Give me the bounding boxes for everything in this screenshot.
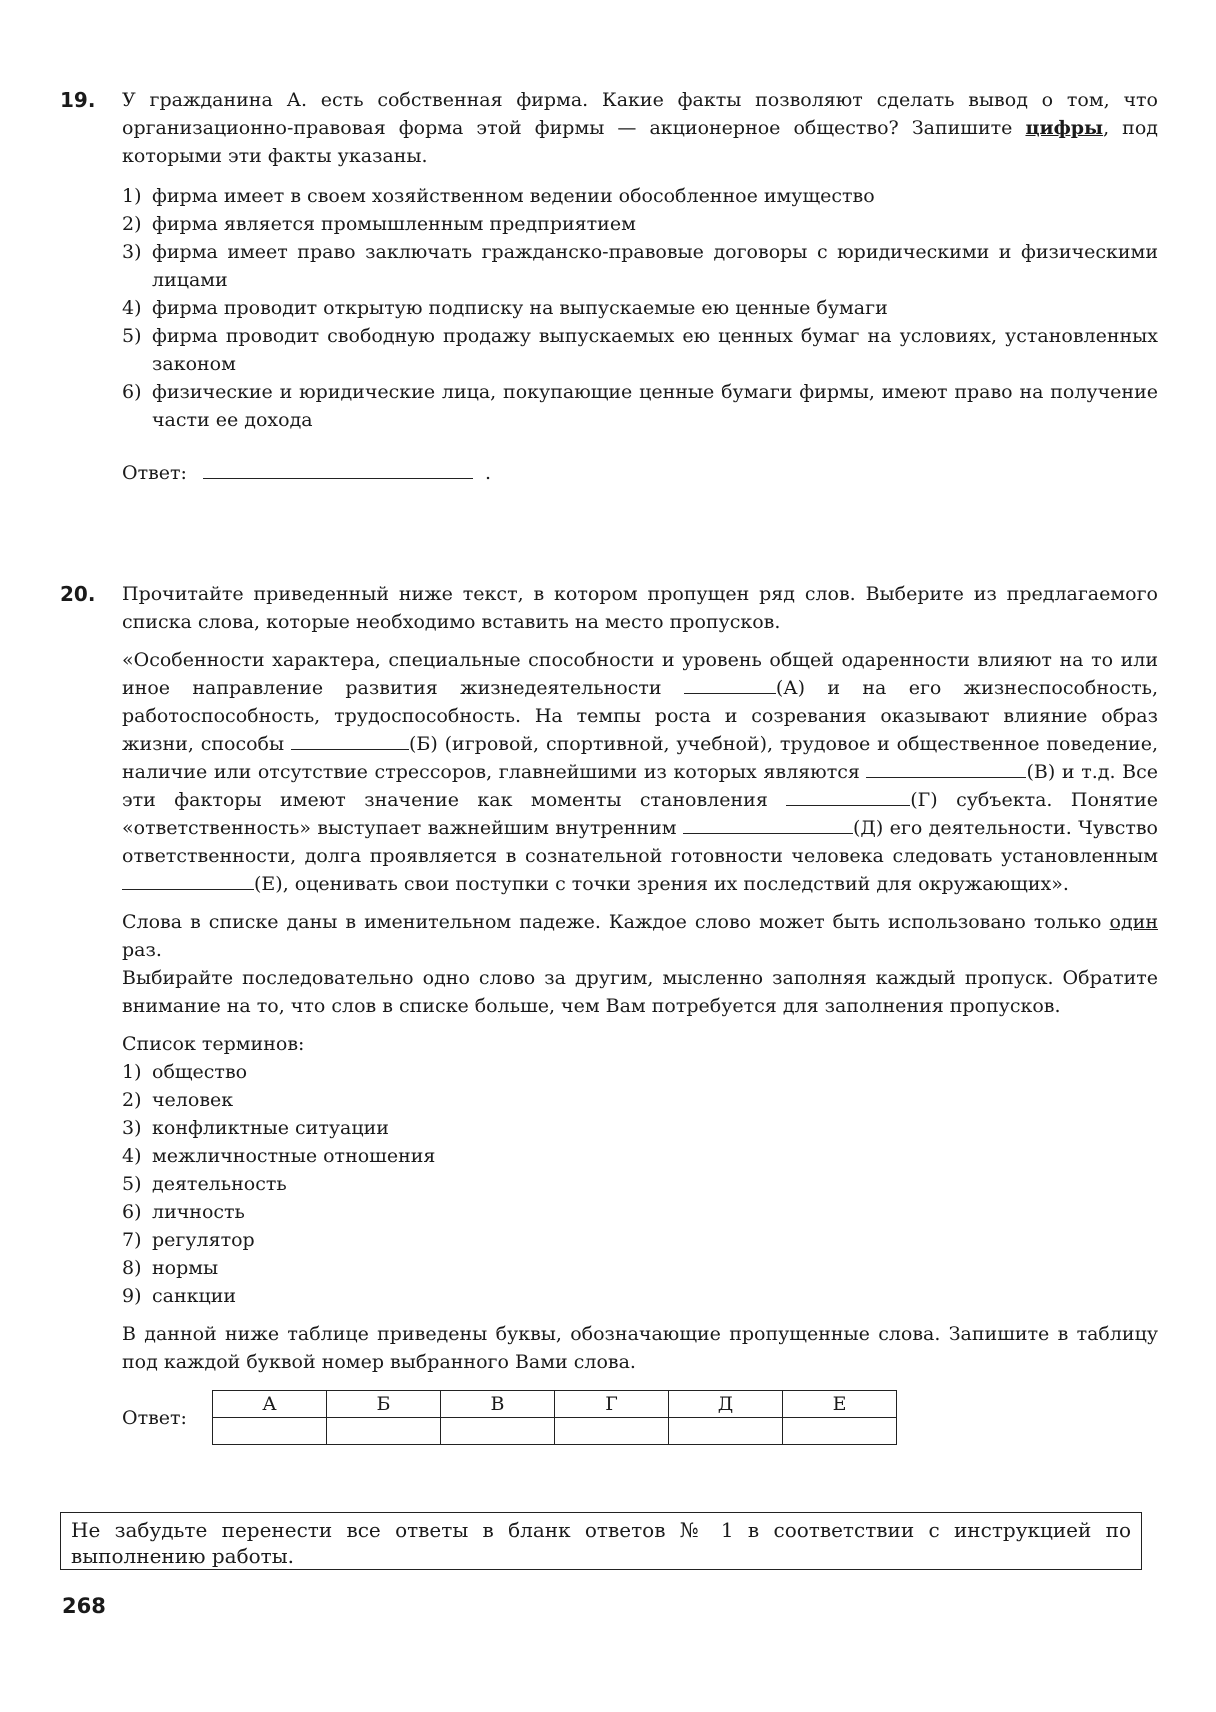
answer-cell[interactable]	[213, 1418, 327, 1445]
list-item	[122, 1170, 1158, 1198]
item-text: фирма имеет право заключать гражданско-правовые договоры с юридическими и физическими лицами	[152, 241, 1158, 291]
item-number: 3)	[122, 1117, 142, 1139]
item-text: межличностные отношения	[152, 1145, 436, 1167]
item-text: санкции	[152, 1285, 237, 1307]
item-text: нормы	[152, 1257, 219, 1279]
gap-g-blank[interactable]	[786, 787, 910, 806]
letter-header: Д	[669, 1391, 783, 1418]
task-number: 20.	[60, 582, 96, 606]
list-item	[122, 1058, 1158, 1086]
item-number: 5)	[122, 325, 142, 347]
item-number: 9)	[122, 1285, 142, 1307]
list-item	[122, 1198, 1158, 1226]
list-item	[122, 1142, 1158, 1170]
letter-header: Е	[783, 1391, 897, 1418]
item-number: 4)	[122, 1145, 142, 1167]
answer-table	[212, 1390, 897, 1445]
answer-cell[interactable]	[441, 1418, 555, 1445]
list-item	[122, 1086, 1158, 1114]
gap-v-blank[interactable]	[866, 759, 1026, 778]
page-number: 268	[62, 1594, 106, 1618]
letter-header: Г	[555, 1391, 669, 1418]
answer-cell[interactable]	[783, 1418, 897, 1445]
list-item	[122, 1282, 1158, 1310]
answer-row: Ответ: .	[122, 458, 1158, 487]
item-text: физические и юридические лица, покупающие ценные бумаги фирмы, имеют право на получение части ее дохода	[152, 381, 1158, 431]
item-number: 8)	[122, 1257, 142, 1279]
answer-table-row	[122, 1390, 1158, 1445]
task-19	[60, 86, 1158, 487]
item-text: фирма проводит открытую подписку на выпускаемые ею ценные бумаги	[152, 297, 888, 319]
letters-row	[213, 1391, 897, 1418]
terms-list	[122, 1058, 1158, 1310]
task-intro: Прочитайте приведенный ниже текст, в котором пропущен ряд слов. Выберите из предлагаемого списка слова, которые необходимо вставить на место пропусков.	[122, 583, 1158, 633]
item-number: 4)	[122, 297, 142, 319]
item-text: фирма проводит свободную продажу выпускаемых ею ценных бумаг на условиях, установленных законом	[152, 325, 1158, 375]
answer-cell[interactable]	[555, 1418, 669, 1445]
terms-title: Список терминов:	[122, 1033, 305, 1055]
answer-label: Ответ:	[122, 462, 187, 484]
list-item	[122, 378, 1158, 434]
answer-label: Ответ:	[122, 1406, 187, 1429]
item-number: 3)	[122, 241, 142, 263]
item-number: 6)	[122, 381, 142, 403]
answer-cell[interactable]	[327, 1418, 441, 1445]
item-text: фирма является промышленным предприятием	[152, 213, 636, 235]
item-number: 5)	[122, 1173, 142, 1195]
list-item	[122, 182, 1158, 210]
options-list	[122, 182, 1158, 434]
item-text: регулятор	[152, 1229, 255, 1251]
rule-text: Слова в списке даны в именительном падеже. Каждое слово может быть использовано только один раз.	[122, 911, 1158, 961]
gap-d-blank[interactable]	[683, 815, 853, 834]
list-item	[122, 210, 1158, 238]
item-number: 1)	[122, 185, 142, 207]
letter-header: В	[441, 1391, 555, 1418]
answer-blank[interactable]	[203, 458, 473, 479]
list-item	[122, 1226, 1158, 1254]
item-text: человек	[152, 1089, 234, 1111]
table-instruction: В данной ниже таблице приведены буквы, обозначающие пропущенные слова. Запишите в таблицу под каждой буквой номер выбранного Вами слова.	[122, 1323, 1158, 1373]
gap-a-blank[interactable]	[684, 675, 776, 694]
item-number: 7)	[122, 1229, 142, 1251]
gap-b-blank[interactable]	[291, 731, 409, 750]
task-number: 19.	[60, 88, 96, 112]
task-20	[60, 580, 1158, 1445]
letter-header: А	[213, 1391, 327, 1418]
item-text: фирма имеет в своем хозяйственном ведении обособленное имущество	[152, 185, 875, 207]
item-text: конфликтные ситуации	[152, 1117, 389, 1139]
item-number: 2)	[122, 1089, 142, 1111]
letter-header: Б	[327, 1391, 441, 1418]
emphasis-digits: цифры	[1025, 117, 1104, 139]
list-item	[122, 294, 1158, 322]
list-item	[122, 238, 1158, 294]
answer-cells-row	[213, 1418, 897, 1445]
item-text: деятельность	[152, 1173, 287, 1195]
item-number: 2)	[122, 213, 142, 235]
gap-text: «Особенности характера, специальные способности и уровень общей одаренности влияют на то или иное направление развития жизнедеятельности (А) и на его жизнеспособность, работоспособность, трудоспособность. На темпы роста и созревания оказывают влияние образ жизни, способы (Б) (игровой, спортивной, учебной), трудовое и общественное поведение, наличие или отсутствие стрессоров, главнейшими из которых являются (В) и т.д. Все эти факторы имеют значение как моменты становления (Г) субъекта. Понятие «ответственность» выступает важнейшим внутренним (Д) его деятельности. Чувство ответственности, долга проявляется в сознательной готовности человека следовать установленным (Е), оценивать свои поступки с точки зрения их последствий для окружающих».	[122, 649, 1158, 895]
item-text: личность	[152, 1201, 245, 1223]
list-item	[122, 1254, 1158, 1282]
task-question: У гражданина А. есть собственная фирма. Какие факты позволяют сделать вывод о том, что организационно-правовая форма этой фирмы — акционерное общество? Запишите цифры, под которыми эти факты указаны.	[122, 89, 1158, 167]
item-text: общество	[152, 1061, 248, 1083]
gap-e-blank[interactable]	[122, 871, 254, 890]
reminder-box: Не забудьте перенести все ответы в бланк ответов № 1 в соответствии с инструкцией по выполнению работы.	[60, 1512, 1142, 1570]
answer-cell[interactable]	[669, 1418, 783, 1445]
item-number: 6)	[122, 1201, 142, 1223]
emphasis-one: один	[1109, 911, 1158, 933]
list-item	[122, 322, 1158, 378]
instruction-text: Выбирайте последовательно одно слово за другим, мысленно заполняя каждый пропуск. Обратите внимание на то, что слов в списке больше, чем Вам потребуется для заполнения пропусков.	[122, 967, 1158, 1017]
item-number: 1)	[122, 1061, 142, 1083]
list-item	[122, 1114, 1158, 1142]
